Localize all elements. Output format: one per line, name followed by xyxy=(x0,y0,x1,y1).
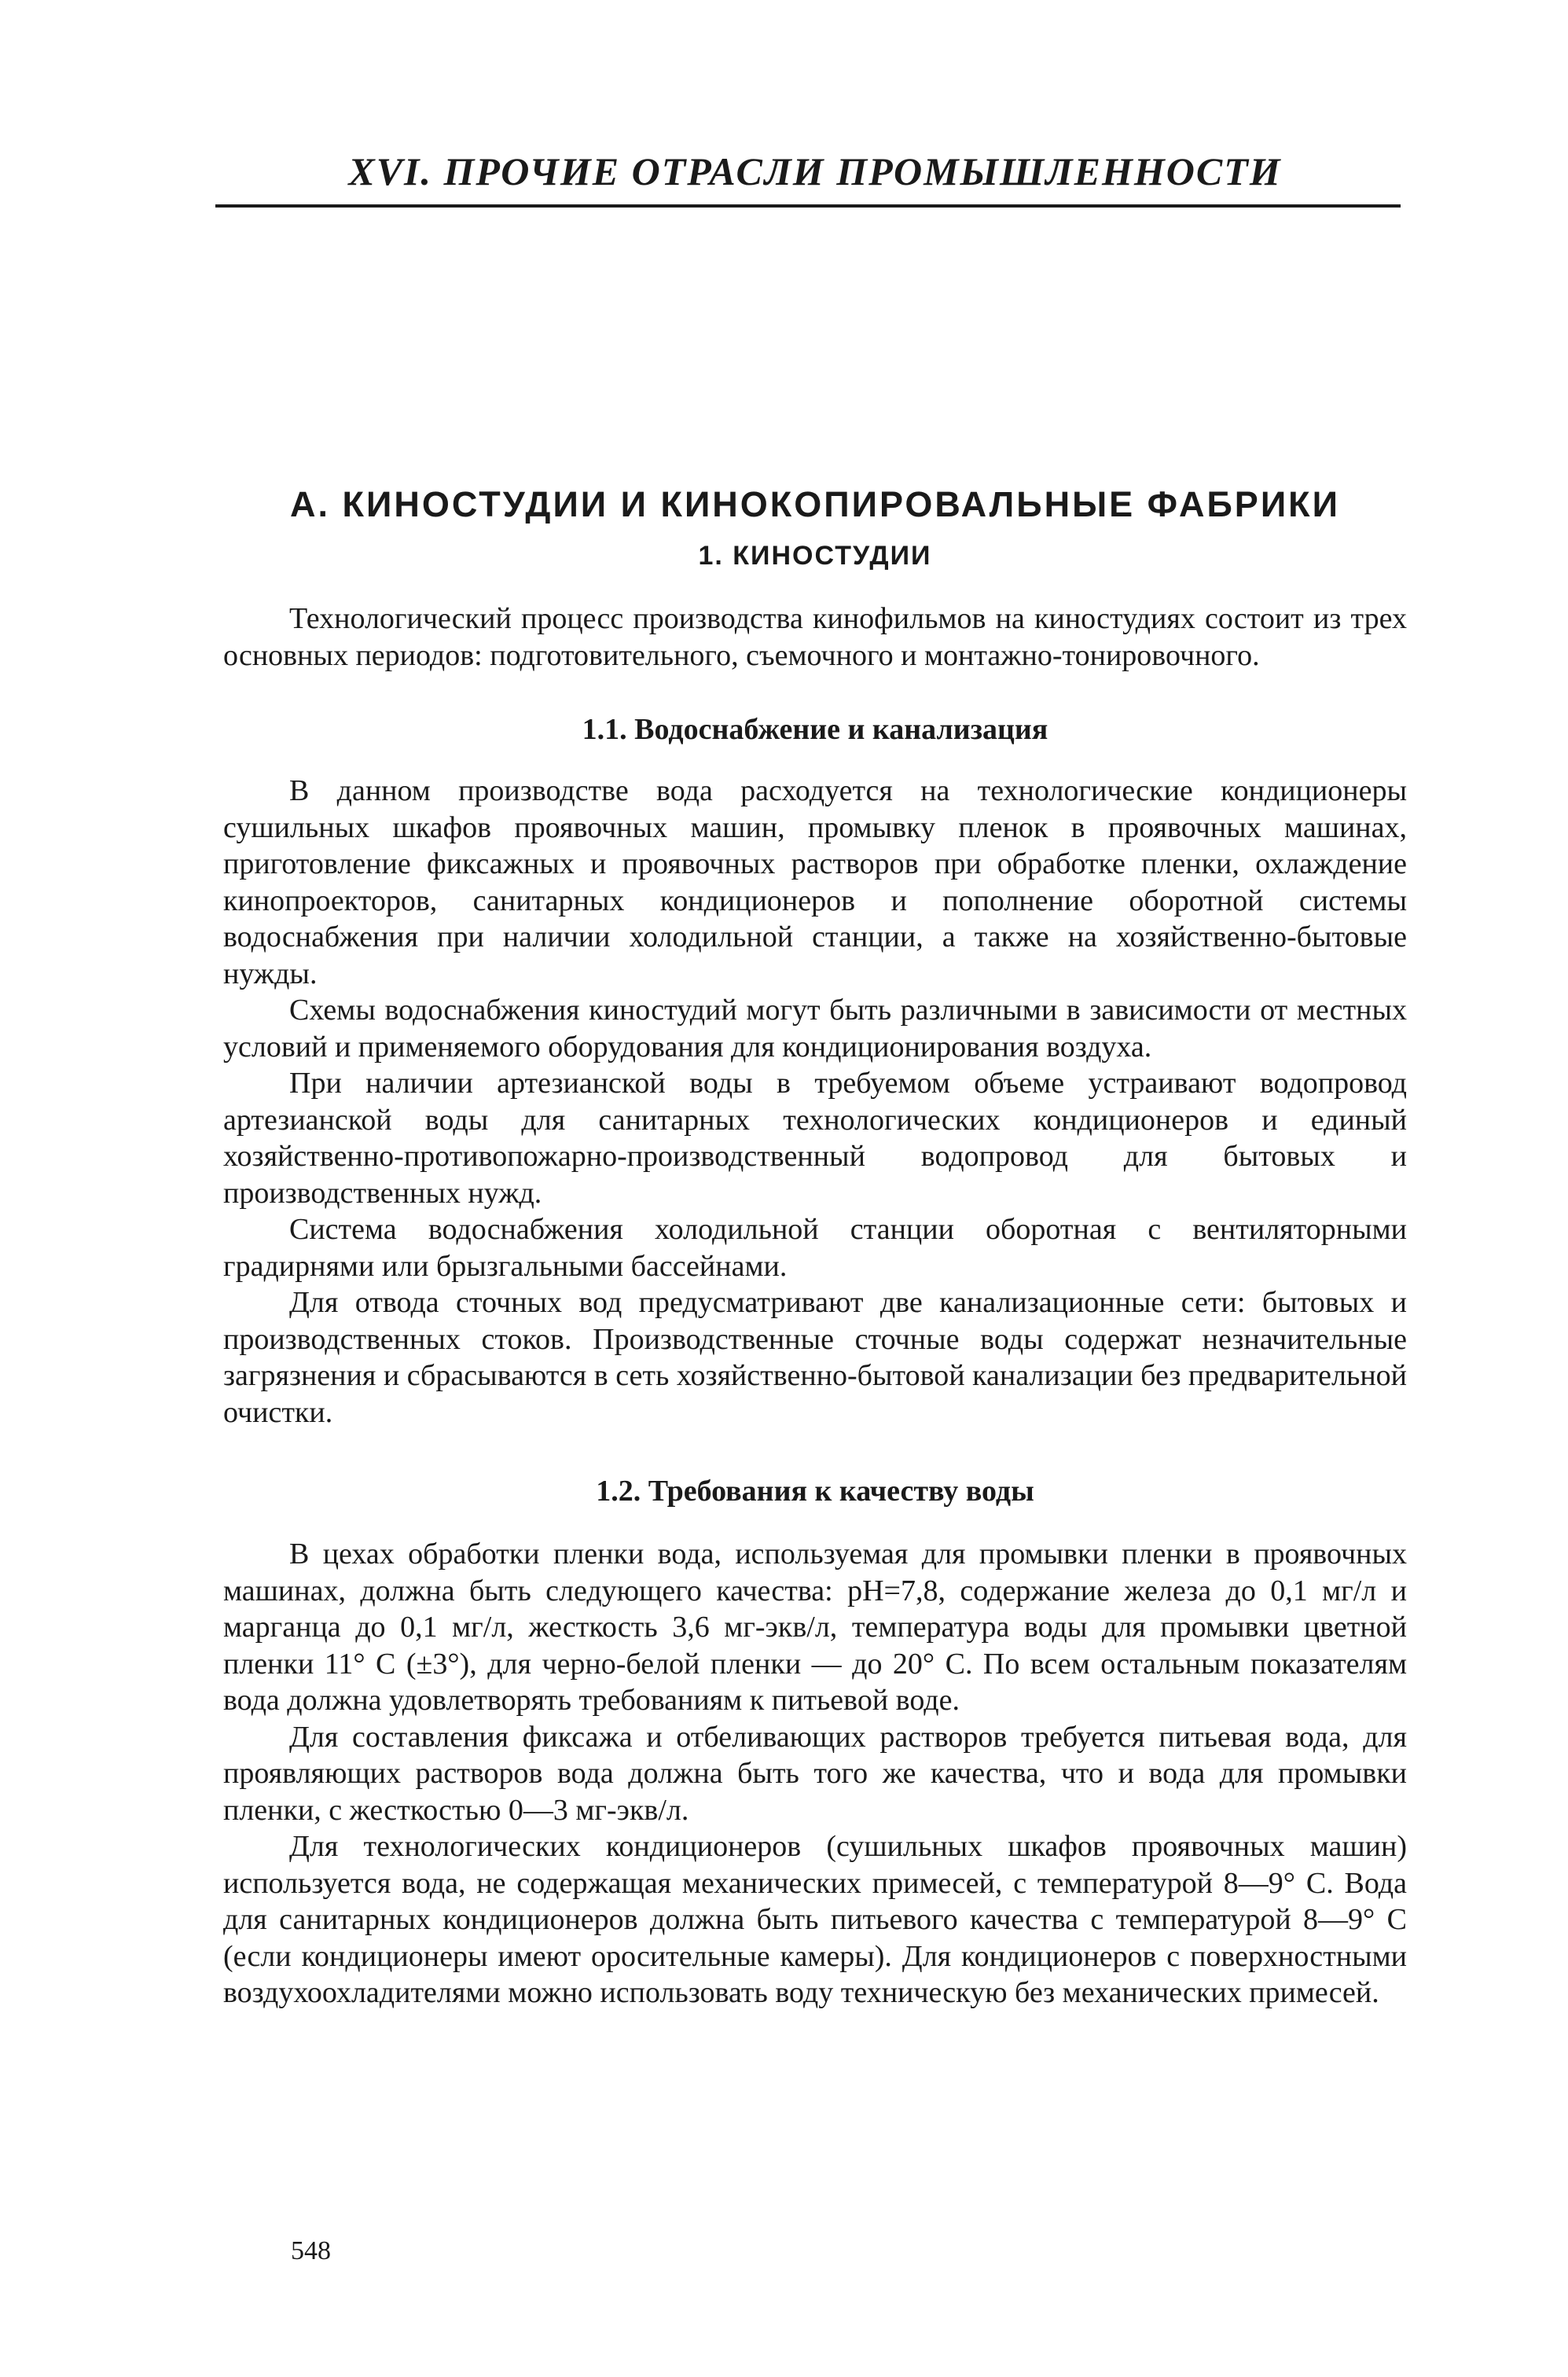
section-title-1-1: 1.1. Водоснабжение и канализация xyxy=(582,713,1048,746)
paragraph: Для составления фиксажа и отбеливающих растворов требуется питьевая вода, для проявляющих растворов вода должна быть того же качества, что и вода для промывки пленки, с жесткостью 0—3 мг-экв/л. xyxy=(223,1720,1407,1827)
paragraph: Для технологических кондиционеров (сушильных шкафов проявочных машин) используется вода, не содержащая механических примесей, с температурой 8—9° С. Вода для санитарных кондиционеров должна быть питьевого качества с температурой 8—9° С (если кондиционеры имеют оросительные камеры). Для кондиционеров с поверхностными воздухоохладителями можно использовать воду техническую без механических примесей. xyxy=(223,1830,1407,2009)
section-1-2-body xyxy=(223,1536,1407,2011)
paragraph: В данном производстве вода расходуется на технологические кондиционеры сушильных шкафов проявочных машин, промывку пленок в проявочных машинах, приготовление фиксажных и проявочных растворов при обработке пленки, охлаждение кинопроекторов, санитарных кондиционеров и пополнение оборотной системы водоснабжения при наличии холодильной станции, а также на хозяйственно-бытовые нужды. xyxy=(223,774,1407,990)
paragraph: Для отвода сточных вод предусматривают две канализационные сети: бытовых и производственных стоков. Производственные сточные воды содержат незначительные загрязнения и сбрасываются в сеть хозяйственно-бытовой канализации без предварительной очистки. xyxy=(223,1286,1407,1429)
paragraph: Схемы водоснабжения киностудий могут быть различными в зависимости от местных условий и применяемого оборудования для кондиционирования воздуха. xyxy=(223,994,1407,1064)
page-number: 548 xyxy=(291,2236,331,2265)
page-body xyxy=(223,149,1407,2011)
paragraph: В цехах обработки пленки вода, используемая для промывки пленки в проявочных машинах, должна быть следующего качества: pH=7,8, содержание железа до 0,1 мг/л и марганца до 0,1 мг/л, жесткость 3,6 мг-экв/л, температура воды для промывки цветной пленки 11° С (±3°), для черно-белой пленки — до 20° С. По всем остальным показателям вода должна удовлетворять требованиям к питьевой воде. xyxy=(223,1538,1407,1717)
section-title-1-2: 1.2. Требования к качеству воды xyxy=(596,1475,1034,1508)
running-head-rule xyxy=(215,204,1401,208)
running-head: XVI. ПРОЧИЕ ОТРАСЛИ ПРОМЫШЛЕННОСТИ xyxy=(348,149,1282,193)
intro-paragraph: Технологический процесс производства кинофильмов на киностудиях состоит из трех основных периодов: подготовительного, съемочного и монтажно-тонировочного. xyxy=(223,602,1407,672)
chapter-title: 1. КИНОСТУДИИ xyxy=(698,541,932,571)
part-title: А. КИНОСТУДИИ И КИНОКОПИРОВАЛЬНЫЕ ФАБРИКИ xyxy=(290,484,1340,524)
paragraph: Система водоснабжения холодильной станции оборотная с вентиляторными градирнями или брызгальными бассейнами. xyxy=(223,1213,1407,1283)
section-1-1-body xyxy=(223,773,1407,1431)
paragraph: При наличии артезианской воды в требуемом объеме устраивают водопровод артезианской воды для санитарных технологических кондиционеров и единый хозяйственно-противопожарно-производственный водопровод для бытовых и производственных нужд. xyxy=(223,1067,1407,1210)
intro-block xyxy=(223,601,1407,674)
